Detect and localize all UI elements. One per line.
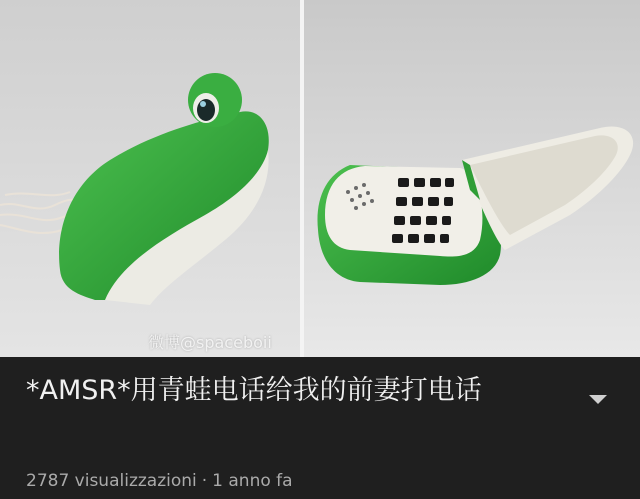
video-meta [26, 471, 293, 491]
video-info [0, 357, 640, 499]
expand-button[interactable] [584, 389, 612, 409]
meta-separator: · [201, 471, 208, 491]
view-count: 2787 visualizzazioni [26, 471, 197, 491]
video-title[interactable]: *AMSR*用青蛙电话给我的前妻打电话 [26, 375, 482, 406]
chevron-down-icon [584, 389, 612, 409]
upload-age: 1 anno fa [212, 471, 293, 491]
watermark: 微博@spaceboii [148, 333, 272, 352]
